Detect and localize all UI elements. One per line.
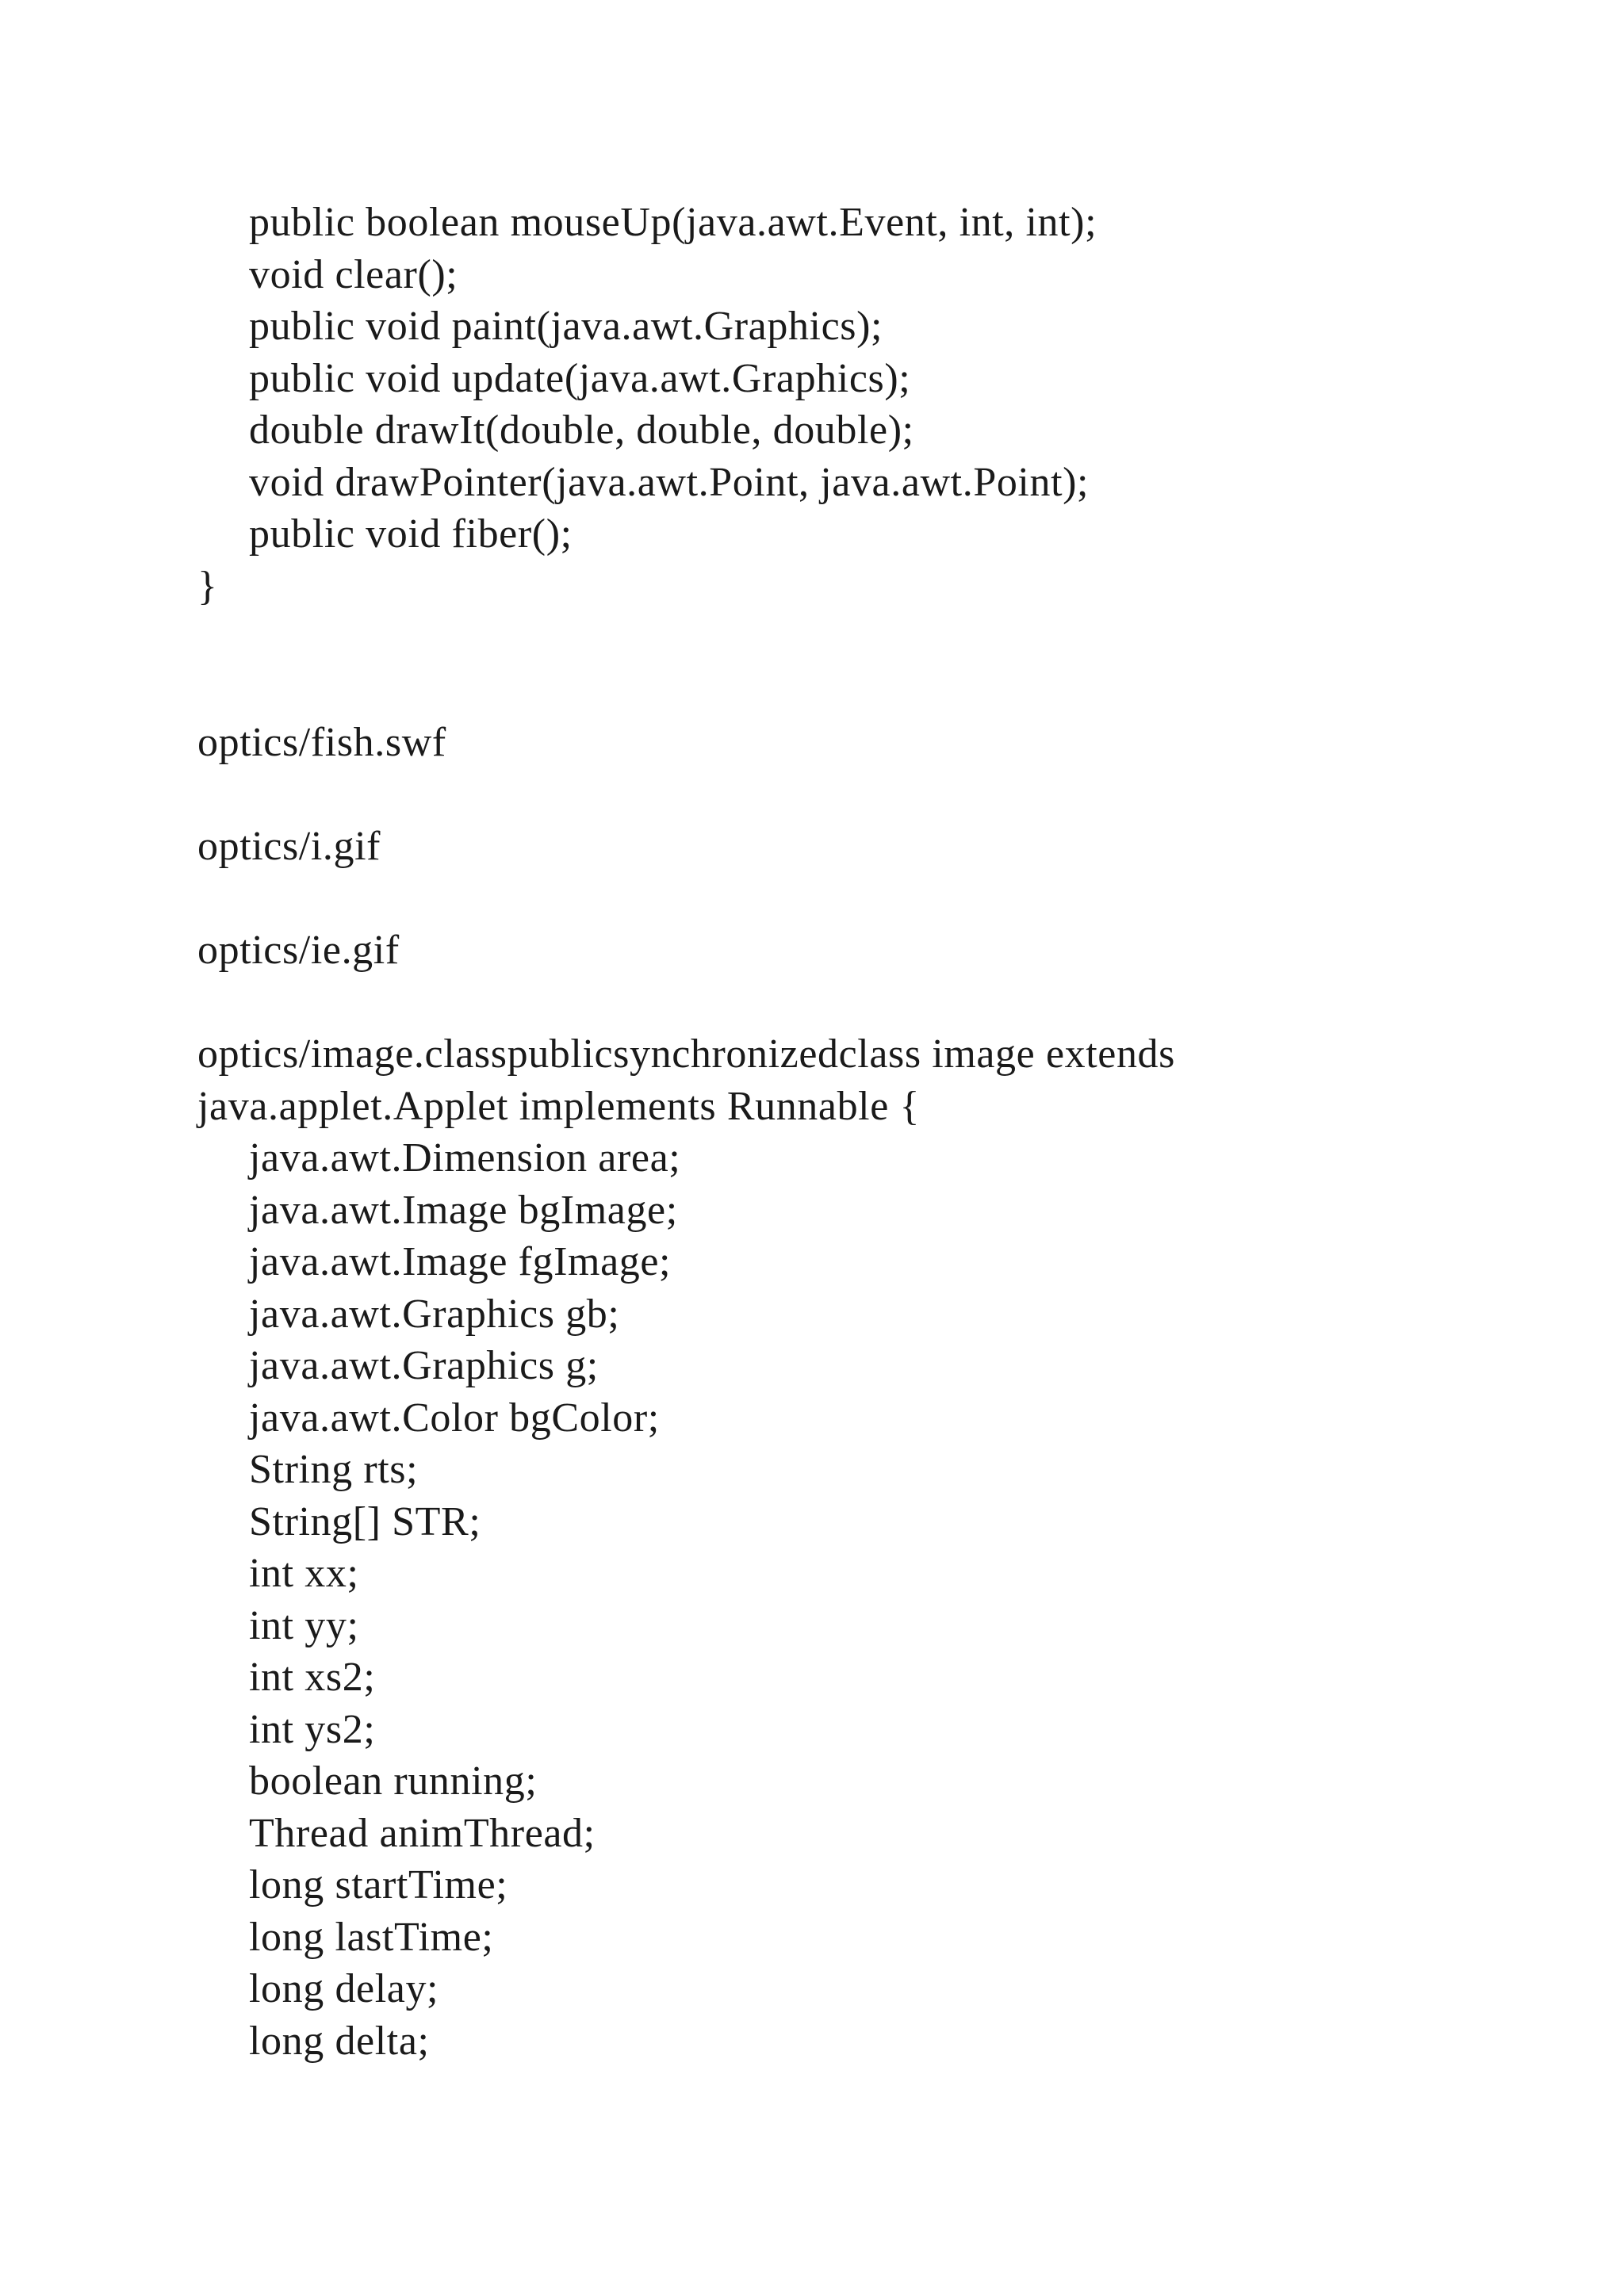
code-line: void drawPointer(java.awt.Point, java.awt.Point); (249, 459, 1090, 505)
field-declaration: long startTime; (249, 1862, 508, 1908)
code-line: public void paint(java.awt.Graphics); (249, 304, 883, 349)
class-declaration: java.applet.Applet implements Runnable { (197, 1083, 921, 1129)
blank-line (197, 769, 1545, 821)
class-declaration: optics/image.classpublicsynchronizedclass image extends (197, 1031, 1175, 1077)
field-declaration: long delay; (249, 1966, 439, 2011)
field-declaration: int yy; (249, 1602, 359, 1648)
field-declaration: java.awt.Dimension area; (249, 1135, 681, 1181)
field-declaration: String rts; (249, 1447, 419, 1492)
code-block-methods (197, 197, 1545, 612)
field-declaration: boolean running; (249, 1758, 538, 1804)
field-declaration: long delta; (249, 2018, 430, 2064)
code-line: double drawIt(double, double, double); (249, 408, 914, 453)
code-block-image-class (197, 717, 1545, 2067)
field-declaration: java.awt.Graphics gb; (249, 1291, 620, 1337)
field-declaration: int xx; (249, 1551, 359, 1596)
code-line: public boolean mouseUp(java.awt.Event, int, int); (249, 200, 1097, 245)
file-path: optics/i.gif (197, 824, 381, 869)
code-line: void clear(); (249, 251, 458, 297)
blank-line (197, 873, 1545, 925)
file-path: optics/ie.gif (197, 928, 400, 973)
blank-line (197, 977, 1545, 1029)
code-line: public void fiber(); (249, 511, 573, 557)
field-declaration: String[] STR; (249, 1498, 481, 1544)
code-line: public void update(java.awt.Graphics); (249, 355, 911, 401)
file-path: optics/fish.swf (197, 720, 446, 765)
field-declaration: java.awt.Image bgImage; (249, 1187, 678, 1233)
field-declaration: Thread animThread; (249, 1810, 596, 1856)
field-declaration: java.awt.Image fgImage; (249, 1239, 672, 1284)
field-declaration: java.awt.Graphics g; (249, 1343, 599, 1388)
field-declaration: int xs2; (249, 1655, 376, 1700)
closing-brace: } (197, 563, 218, 609)
field-declaration: java.awt.Color bgColor; (249, 1395, 660, 1441)
field-declaration: long lastTime; (249, 1914, 494, 1960)
field-declaration: int ys2; (249, 1706, 376, 1752)
